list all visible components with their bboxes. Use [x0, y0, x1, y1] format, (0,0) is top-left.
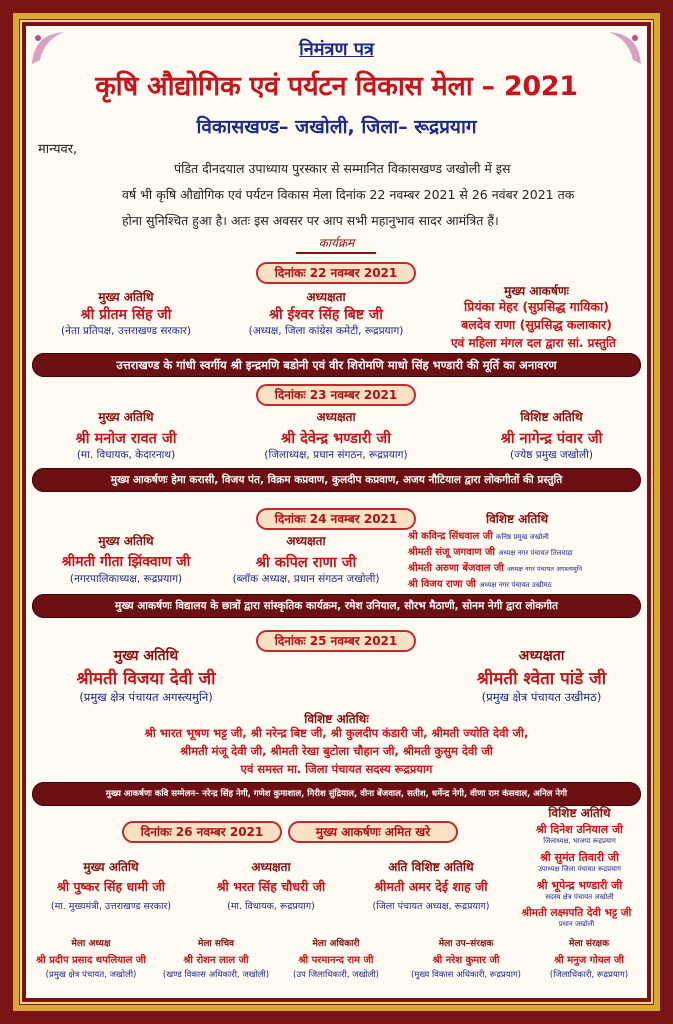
- special-guest-3: श्री भूपेन्द्र भण्डारी जी सदस्य क्षेत्र पंचायत जखोली: [536, 879, 623, 901]
- attraction-line-3: एवं महिला मंगल दल द्वारा सां. प्रस्तुति: [451, 336, 616, 350]
- invitation-card: [26, 26, 647, 998]
- special-guests-line-2: श्रीमती मंजू देवी जी, श्रीमती रेखा बुटोला चौहान जी, श्रीमती कुसुम देवी जी: [180, 744, 493, 758]
- special-guests-line-1: श्री भारत भूषण भट्ट जी, श्री नरेन्द्र बिष्ट जी, श्री कुलदीप कंडारी जी, श्रीमती ज्योति देवी जी,: [144, 726, 529, 740]
- special-guest-2: श्री सुमंत तिवारी जी उपाध्यक्ष जिला पंचायत रूद्रप्रयाग: [538, 851, 621, 873]
- special-guest-name: श्री नागेन्द्र पंवार जी: [500, 431, 603, 447]
- chief-guest-name: श्रीमती गीता झिंक्वाण जी: [61, 554, 191, 570]
- chief-guest-name: श्री प्रीतम सिंह जी: [80, 307, 172, 323]
- chief-guest-role: (नगरपालिकाध्यक्ष, रूद्रप्रयाग): [69, 573, 183, 585]
- intro-line-3: होना सुनिश्चित हुआ है। अतः इस अवसर पर आप सभी महानुभाव सादर आमंत्रित हैं।: [122, 213, 499, 228]
- fair-patron: मेला संरक्षक श्री मनुज गोयल जी (जिलाधिकारी, रूद्रप्रयाग): [549, 939, 629, 980]
- presidency-role: (मा. विधायक, रूद्रप्रयाग): [227, 901, 315, 912]
- presidency-name: श्री भरत सिंह चौधरी जी: [216, 879, 326, 894]
- date-badge-day4: दिनांकः 25 नवम्बर 2021: [256, 630, 416, 652]
- presidency-label: अध्यक्षता: [251, 860, 291, 874]
- chief-guest-role: (नेता प्रतिपक्ष, उत्तराखण्ड सरकार): [61, 325, 191, 337]
- fair-deputy-patron: मेला उप–संरक्षक श्री नरेश कुमार जी (मुख्य विकास अधिकारी, रूद्रप्रयाग): [410, 939, 522, 980]
- presidency-role: (ब्लॉक अध्यक्ष, प्रधान संगठन जखोली): [232, 573, 380, 585]
- invitation-heading: निमंत्रण पत्र: [299, 39, 374, 60]
- chief-guest-role: (प्रमुख क्षेत्र पंचायत अगस्त्यमुनि): [79, 690, 213, 704]
- very-special-guest-name: श्रीमती अमर देई शाह जी: [374, 879, 488, 894]
- intro-line-1: पंडित दीनदयाल उपाध्याय पुरस्कार से सम्मानित विकासखण्ड जखोली में इस: [174, 161, 511, 176]
- chief-guest-label: मुख्य अतिथि: [98, 290, 154, 304]
- poet-conference-banner: मुख्य आकर्षणः कवि सम्मेलन– नरेन्द्र सिंह नेगी, गणेश कुमाशाल, गिरीश सुंद्रियाल, वीना बेंजवाल, सतीश, धर्मेन्द्र नेगी, वीणा राम कंसवाल, अनिल नेगी: [32, 782, 641, 806]
- very-special-guest-role: (जिला पंचायत अध्यक्ष, रूद्रप्रयाग): [372, 901, 490, 912]
- program-label: कार्यक्रम: [318, 236, 355, 250]
- presidency-name: श्रीमती श्वेता पांडे जी: [476, 669, 607, 689]
- chief-guest-label: मुख्य अतिथि: [98, 534, 154, 548]
- attraction-label: मुख्य आकर्षणः: [504, 284, 569, 298]
- chief-guest-name: श्रीमती विजया देवी जी: [76, 669, 216, 689]
- special-guests-line-3: एवं समस्त मा. जिला पंचायत सदस्य रूद्रप्रयाग: [240, 762, 433, 776]
- fair-secretary: मेला सचिव श्री रोशन लाल जी (खण्ड विकास अधिकारी, जखोली): [162, 939, 270, 980]
- special-guest-label: विशिष्ट अतिथि: [520, 410, 583, 424]
- day3-attraction-banner: मुख्य आकर्षणः विद्यालय के छात्रों द्वारा सांस्कृतिक कार्यक्रम, रमेश उनियाल, सौरभ मैठाणी, सोनम नेगी द्वारा लोकगीत: [32, 594, 641, 618]
- attraction-line-2: बलदेव राणा (सुप्रसिद्ध कलाकार): [461, 317, 612, 332]
- presidency-label: अध्यक्षता: [518, 648, 565, 664]
- fair-chairman: मेला अध्यक्ष श्री प्रदीप प्रसाद थपलियाल जी (प्रमुख क्षेत्र पंचायत, जखोली): [36, 939, 146, 980]
- fair-officer: मेला अधिकारी श्री परमानन्द राम जी (उप जिलाधिकारी, जखोली): [293, 939, 379, 980]
- presidency-label: अध्यक्षता: [306, 290, 346, 304]
- special-guest-role: (ज्येष्ठ प्रमुख जखोली): [510, 449, 593, 461]
- presidency-name: श्री देवेन्द्र भण्डारी जी: [281, 431, 391, 447]
- presidency-role: (प्रमुख क्षेत्र पंचायत उखीमठ): [481, 690, 602, 704]
- date-badge-day2: दिनांकः 23 नवम्बर 2021: [256, 384, 416, 406]
- presidency-label: अध्यक्षता: [316, 410, 356, 424]
- chief-guest-label: मुख्य अतिथि: [83, 860, 139, 874]
- day5-attraction-badge: मुख्य आकर्षणः अमित खरे: [288, 821, 458, 843]
- statue-unveiling-banner: उत्तराखण्ड के गांधी स्वर्गीय श्री इन्द्रमणि बडोनी एवं वीर शिरोमणि माधो सिंह भण्डारी की मूर्ति का अनावरण: [32, 353, 641, 377]
- fair-location: विकासखण्ड– जखोली, जिला– रूद्रप्रयाग: [196, 116, 477, 138]
- fair-title: कृषि औद्योगिक एवं पर्यटन विकास मेला – 2021: [95, 71, 578, 102]
- chief-guest-name: श्री मनोज रावत जी: [75, 431, 177, 447]
- special-guest-label: विशिष्ट अतिथि: [548, 806, 611, 820]
- chief-guest-role: (मा. विधायक, केदारनाथ): [76, 449, 176, 461]
- presidency-name: श्री ईश्वर सिंह बिष्ट जी: [269, 307, 383, 323]
- chief-guest-name: श्री पुष्कर सिंह धामी जी: [57, 879, 165, 894]
- special-guest-1: श्री दिनेश उनियाल जी जिलाध्यक्ष, भाजपा रूद्रप्रयाग: [535, 823, 624, 845]
- very-special-guest-label: अति विशिष्ट अतिथि: [388, 860, 474, 874]
- chief-guest-label: मुख्य अतिथि: [98, 410, 154, 424]
- chief-guest-role: (मा. मुख्यमंत्री, उत्तराखण्ड सरकार): [50, 901, 172, 912]
- presidency-label: अध्यक्षता: [286, 534, 326, 548]
- greeting: मान्यवर,: [38, 142, 78, 157]
- program-divider: [296, 252, 376, 254]
- special-guest-3: श्रीमती अरुणा बेंजवाल जी अध्यक्ष नगर पंचायत अगस्त्यमुनि: [408, 563, 583, 574]
- day2-attraction-banner: मुख्य आकर्षणः हेमा करासी, विजय पंत, विक्रम कप्रवाण, कुलदीप कप्रवाण, अजय नौटियाल द्वारा लोकगीतों की प्रस्तुति: [32, 468, 641, 492]
- presidency-role: (अध्यक्ष, जिला कांग्रेस कमेटी, रूद्रप्रयाग): [248, 325, 404, 337]
- attraction-line-1: प्रियंका मेहर (सुप्रसिद्ध गायिका): [464, 299, 609, 314]
- presidency-role: (जिलाध्यक्ष, प्रधान संगठन, रूद्रप्रयाग): [264, 449, 408, 461]
- date-badge-day3: दिनांकः 24 नवम्बर 2021: [256, 508, 416, 530]
- chief-guest-label: मुख्य अतिथि: [113, 648, 179, 664]
- intro-line-2: वर्ष भी कृषि औद्योगिक एवं पर्यटन विकास मेला दिनांक 22 नवम्बर 2021 से 26 नवंबर 2021 तक: [122, 187, 575, 202]
- date-badge-day5: दिनांकः 26 नवम्बर 2021: [122, 821, 282, 843]
- special-guest-label: विशिष्ट अतिथि: [486, 512, 549, 526]
- special-guest-4: श्रीमती लक्ष्मपति देवी भट्ट जी प्रधान जखोली: [521, 907, 632, 928]
- special-guest-4: श्री विजय राणा जी अध्यक्ष नगर पंचायत उखीमठ: [408, 579, 552, 590]
- presidency-name: श्री कपिल राणा जी: [255, 555, 357, 571]
- special-guest-2: श्रीमती संजू जगवाण जी अध्यक्ष नगर पंचायत तिलवाड़ा: [408, 547, 573, 558]
- special-guests-label: विशिष्ट अतिथिः: [304, 712, 369, 726]
- special-guest-1: श्री कविन्द्र सिंधवाल जी कनिष्ठ प्रमुख जखोली: [408, 531, 549, 542]
- date-badge-day1: दिनांकः 22 नवम्बर 2021: [256, 262, 416, 284]
